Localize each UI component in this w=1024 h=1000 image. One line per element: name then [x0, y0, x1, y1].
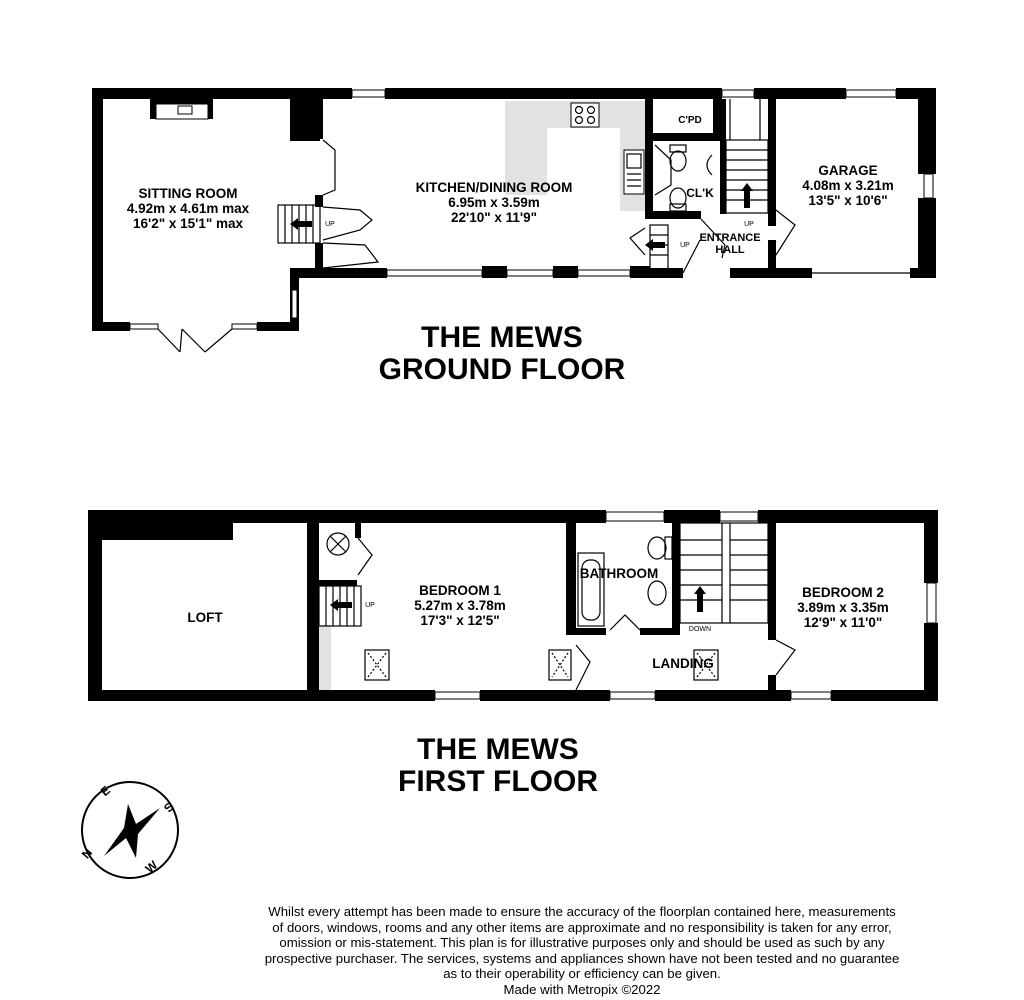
ground-floor-title	[302, 322, 702, 386]
entrance-hall-label-1: ENTRANCE	[699, 232, 761, 244]
ground-floor-title-line1: THE MEWS	[421, 321, 583, 354]
disclaimer-line: omission or mis-statement. This plan is for illustrative purposes only and should be used as such by any	[279, 935, 885, 950]
sitting-room-label: SITTING ROOM	[138, 186, 238, 201]
bedroom1-stairs	[319, 586, 361, 626]
clk-label: CL'K	[686, 186, 714, 200]
bedroom2-dim-metric: 3.89m x 3.35m	[797, 600, 889, 615]
bathroom-label: BATHROOM	[579, 566, 659, 581]
bedroom1-dim-metric: 5.27m x 3.78m	[414, 598, 506, 613]
kitchen-hall-stairs	[630, 225, 668, 270]
bed1-stairs-up-label: UP	[365, 602, 375, 609]
bedroom2-dim-imperial: 12'9" x 11'0"	[803, 615, 883, 630]
compass-star-icon	[104, 804, 160, 858]
kitchen-dim-imperial: 22'10" x 11'9"	[450, 210, 538, 225]
hall-stairs-up-label-right: UP	[744, 221, 754, 228]
entrance-hall-label-2: HALL	[715, 244, 745, 256]
ground-floor-title-line2: GROUND FLOOR	[378, 353, 626, 386]
cpd-label: C'PD	[678, 115, 702, 126]
compass-s: S	[160, 799, 177, 815]
bedroom1-dim-imperial: 17'3" x 12'5"	[420, 613, 500, 628]
disclaimer-line: prospective purchaser. The services, systems and appliances shown have not been tested and no guarantee	[264, 950, 900, 966]
garage-label: GARAGE	[818, 163, 878, 178]
garage-dim-metric: 4.08m x 3.21m	[802, 178, 894, 193]
disclaimer-line: as to their operability or efficiency can be given.	[443, 966, 721, 981]
landing-label: LANDING	[652, 656, 714, 671]
hall-stairs-up-label-left: UP	[680, 242, 690, 249]
compass-n: N	[78, 845, 96, 862]
sitting-room-dim-imperial: 16'2" x 15'1" max	[132, 216, 244, 231]
kitchen-label: KITCHEN/DINING ROOM	[415, 180, 573, 195]
first-floor-title	[298, 734, 698, 798]
sitting-room-dim-metric: 4.92m x 4.61m max	[126, 201, 250, 216]
compass-rose	[79, 782, 178, 878]
loft-label: LOFT	[187, 610, 223, 625]
bedroom2-label: BEDROOM 2	[802, 585, 884, 600]
disclaimer	[226, 904, 938, 997]
first-floor-title-line2: FIRST FLOOR	[398, 765, 598, 798]
landing-stairs	[680, 523, 768, 623]
sitting-room-stairs	[278, 205, 320, 243]
compass-e: E	[97, 782, 113, 799]
disclaimer-line: of doors, windows, rooms and any other items are approximate and no responsibility is taken for any error,	[272, 919, 892, 935]
sitting-stairs-up-label: UP	[325, 221, 335, 228]
metropix-credit: Made with Metropix ©2022	[503, 981, 661, 997]
room-labels	[127, 115, 894, 671]
kitchen-dim-metric: 6.95m x 3.59m	[448, 195, 540, 210]
entrance-hall-stairs	[726, 99, 768, 213]
landing-stairs-down-label: DOWN	[688, 626, 712, 633]
bedroom1-label: BEDROOM 1	[419, 583, 501, 598]
disclaimer-line: Whilst every attempt has been made to ensure the accuracy of the floorplan contained here, measurements	[268, 904, 896, 919]
compass-w: W	[142, 857, 161, 876]
garage-dim-imperial: 13'5" x 10'6"	[808, 193, 888, 208]
first-floor-title-line1: THE MEWS	[417, 733, 579, 766]
